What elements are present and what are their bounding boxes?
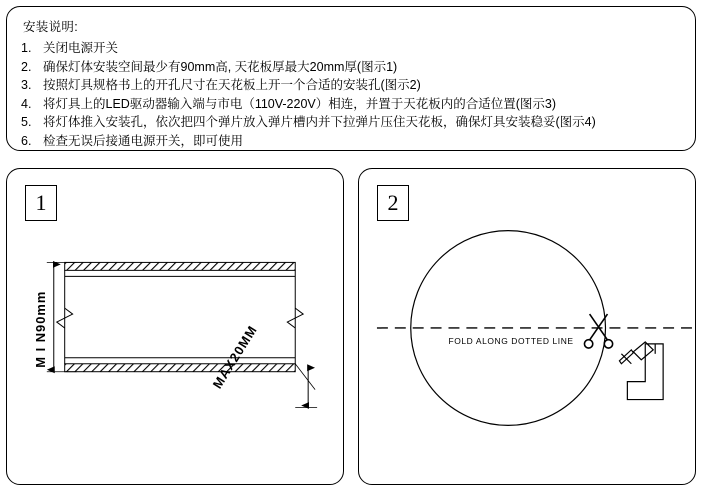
figure-2-badge: 2 [377, 185, 409, 221]
list-item [21, 58, 681, 77]
step-text: 确保灯体安装空间最少有90mm高, 天花板厚最大20mm厚(图示1) [43, 59, 398, 74]
min-height-label: M I N90mm [32, 290, 48, 368]
step-text: 将灯具上的LED驱动器输入端与市电（110V-220V）相连，并置于天花板内的合适位置(图示3) [43, 96, 557, 111]
figure-2-panel [358, 168, 696, 485]
step-number: 2. [21, 59, 32, 74]
instructions-panel [6, 6, 696, 151]
step-number: 4. [21, 96, 32, 111]
figure-1-panel [6, 168, 344, 485]
figure-1-badge: 1 [25, 185, 57, 221]
step-number: 6. [21, 133, 32, 148]
ceiling-bottom-slab [65, 364, 296, 372]
list-item [21, 132, 681, 151]
step-number: 3. [21, 78, 32, 92]
step-text: 关闭电源开关 [43, 41, 119, 55]
list-item [21, 76, 681, 95]
step-text: 将灯体推入安装孔，依次把四个弹片放入弹片槽内并下拉弹片压住天花板，确保灯具安装稳妥(图示4) [43, 115, 596, 129]
list-item [21, 113, 681, 132]
fold-line-label: FOLD ALONG DOTTED LINE [448, 335, 574, 346]
figure-1-drawing [7, 169, 343, 484]
figure-2-drawing [359, 169, 695, 484]
instructions-list [21, 39, 681, 150]
ceiling-top-slab [65, 262, 296, 270]
list-item [21, 95, 681, 114]
max-thickness-label: MAX20MM [209, 322, 261, 392]
scissors-icon [584, 314, 612, 348]
step-text: 按照灯具规格书上的开孔尺寸在天花板上开一个合适的安装孔(图示2) [43, 78, 421, 92]
step-number: 1. [21, 41, 32, 55]
step-number: 5. [21, 115, 32, 129]
step-text: 检查无误后接通电源开关，即可使用 [43, 133, 244, 148]
list-item [21, 39, 681, 58]
instructions-title: 安装说明: [23, 20, 78, 34]
drill-tool [619, 342, 663, 400]
